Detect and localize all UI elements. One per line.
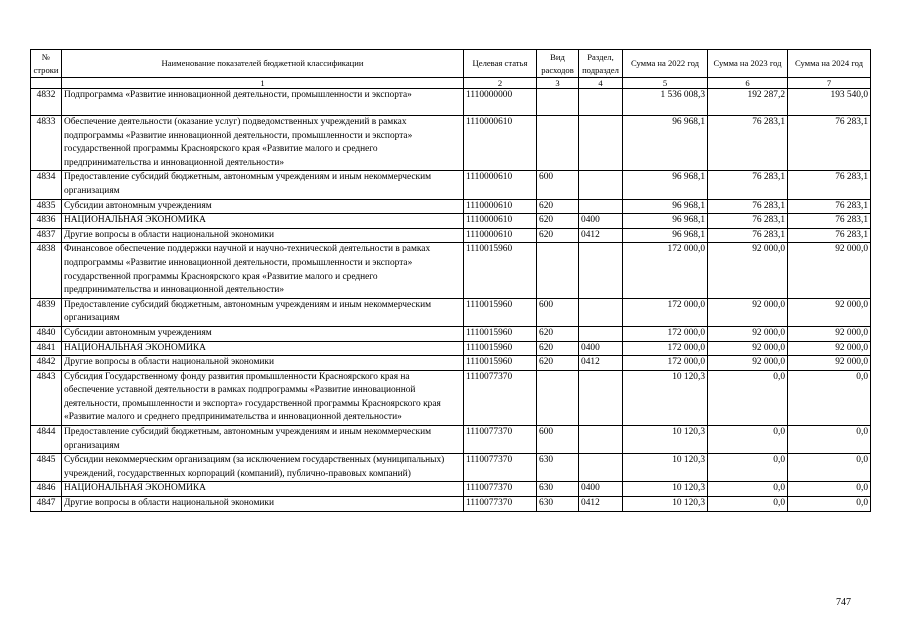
target-article: 1110015960 [464, 326, 537, 341]
header-sum-2022: Сумма на 2022 год [623, 50, 708, 78]
sum-2022: 172 000,0 [623, 298, 708, 326]
sum-2024: 92 000,0 [788, 341, 871, 356]
sum-2022: 96 968,1 [623, 171, 708, 199]
sum-2023: 76 283,1 [708, 171, 788, 199]
table-row [31, 356, 871, 371]
section-code [579, 298, 623, 326]
table-row [31, 243, 871, 298]
row-number: 4834 [31, 171, 62, 199]
indicator-name: НАЦИОНАЛЬНАЯ ЭКОНОМИКА [62, 214, 464, 229]
sum-2024: 76 283,1 [788, 116, 871, 171]
expense-type: 620 [537, 326, 579, 341]
sum-2023: 76 283,1 [708, 199, 788, 214]
row-number: 4837 [31, 228, 62, 243]
sum-2023: 76 283,1 [708, 228, 788, 243]
sum-2024: 76 283,1 [788, 171, 871, 199]
table-row [31, 116, 871, 171]
section-code: 0400 [579, 214, 623, 229]
row-number: 4840 [31, 326, 62, 341]
sum-2022: 96 968,1 [623, 214, 708, 229]
row-number: 4844 [31, 426, 62, 454]
section-code [579, 89, 623, 116]
header-row [31, 50, 871, 78]
target-article: 1110015960 [464, 341, 537, 356]
table-row [31, 298, 871, 326]
row-number: 4842 [31, 356, 62, 371]
sum-2024: 76 283,1 [788, 228, 871, 243]
target-article: 1110077370 [464, 454, 537, 482]
section-code: 0412 [579, 356, 623, 371]
indicator-name: Субсидия Государственному фонду развития промышленности Красноярского края на обеспечение уставной деятельности в рамках подпрограммы «Развитие инновационной деятельности, промышленности и экспорта» государственной программы Красноярского края «Развитие малого и среднего предпринимательства и инновационной деятельности» [62, 370, 464, 425]
row-number: 4833 [31, 116, 62, 171]
table-row [31, 214, 871, 229]
row-number: 4843 [31, 370, 62, 425]
column-number-row [31, 78, 871, 89]
sum-2024: 92 000,0 [788, 356, 871, 371]
column-number [31, 78, 62, 89]
expense-type: 620 [537, 341, 579, 356]
column-number: 3 [537, 78, 579, 89]
indicator-name: Субсидии автономным учреждениям [62, 326, 464, 341]
expense-type [537, 89, 579, 116]
column-number: 7 [788, 78, 871, 89]
expense-type: 600 [537, 426, 579, 454]
section-code [579, 243, 623, 298]
target-article: 1110077370 [464, 426, 537, 454]
table-row [31, 426, 871, 454]
sum-2024: 0,0 [788, 497, 871, 512]
table-row [31, 341, 871, 356]
sum-2023: 76 283,1 [708, 116, 788, 171]
table-row [31, 228, 871, 243]
table-row [31, 454, 871, 482]
indicator-name: НАЦИОНАЛЬНАЯ ЭКОНОМИКА [62, 482, 464, 497]
sum-2024: 92 000,0 [788, 298, 871, 326]
sum-2024: 76 283,1 [788, 199, 871, 214]
section-code [579, 370, 623, 425]
sum-2022: 172 000,0 [623, 341, 708, 356]
sum-2023: 92 000,0 [708, 326, 788, 341]
page-number: 747 [836, 597, 851, 608]
indicator-name: Предоставление субсидий бюджетным, автономным учреждениям и иным некоммерческим организациям [62, 171, 464, 199]
sum-2022: 172 000,0 [623, 356, 708, 371]
target-article: 1110000610 [464, 214, 537, 229]
row-number: 4838 [31, 243, 62, 298]
sum-2022: 10 120,3 [623, 370, 708, 425]
sum-2022: 172 000,0 [623, 326, 708, 341]
indicator-name: Подпрограмма «Развитие инновационной деятельности, промышленности и экспорта» [62, 89, 464, 116]
section-code [579, 171, 623, 199]
expense-type [537, 243, 579, 298]
table-row [31, 482, 871, 497]
target-article: 1110015960 [464, 298, 537, 326]
table-row [31, 89, 871, 116]
sum-2024: 76 283,1 [788, 214, 871, 229]
sum-2023: 92 000,0 [708, 341, 788, 356]
sum-2023: 92 000,0 [708, 298, 788, 326]
target-article: 1110000610 [464, 171, 537, 199]
column-number: 4 [579, 78, 623, 89]
sum-2024: 0,0 [788, 426, 871, 454]
header-row-number: № строки [31, 50, 62, 78]
sum-2023: 0,0 [708, 454, 788, 482]
column-number: 2 [464, 78, 537, 89]
header-sum-2024: Сумма на 2024 год [788, 50, 871, 78]
expense-type: 630 [537, 482, 579, 497]
indicator-name: Другие вопросы в области национальной экономики [62, 497, 464, 512]
sum-2023: 0,0 [708, 426, 788, 454]
sum-2022: 10 120,3 [623, 454, 708, 482]
target-article: 1110015960 [464, 356, 537, 371]
expense-type: 620 [537, 199, 579, 214]
row-number: 4845 [31, 454, 62, 482]
indicator-name: Финансовое обеспечение поддержки научной и научно-технической деятельности в рамках подпрограммы «Развитие инновационной деятельности, промышленности и экспорта» государственной программы Красноярского края «Развитие малого и среднего предпринимательства и инновационной деятельности» [62, 243, 464, 298]
indicator-name: Другие вопросы в области национальной экономики [62, 228, 464, 243]
sum-2022: 10 120,3 [623, 482, 708, 497]
column-number: 1 [62, 78, 464, 89]
target-article: 1110015960 [464, 243, 537, 298]
target-article: 1110000610 [464, 199, 537, 214]
sum-2022: 10 120,3 [623, 497, 708, 512]
expense-type: 600 [537, 171, 579, 199]
sum-2024: 193 540,0 [788, 89, 871, 116]
row-number: 4839 [31, 298, 62, 326]
indicator-name: Другие вопросы в области национальной экономики [62, 356, 464, 371]
expense-type: 620 [537, 214, 579, 229]
target-article: 1110000610 [464, 116, 537, 171]
section-code: 0400 [579, 482, 623, 497]
header-indicator-name: Наименование показателей бюджетной классификации [62, 50, 464, 78]
section-code: 0412 [579, 228, 623, 243]
indicator-name: НАЦИОНАЛЬНАЯ ЭКОНОМИКА [62, 341, 464, 356]
column-number: 5 [623, 78, 708, 89]
table-row [31, 326, 871, 341]
row-number: 4835 [31, 199, 62, 214]
sum-2023: 0,0 [708, 497, 788, 512]
section-code [579, 199, 623, 214]
section-code: 0400 [579, 341, 623, 356]
table-row [31, 199, 871, 214]
row-number: 4847 [31, 497, 62, 512]
row-number: 4846 [31, 482, 62, 497]
sum-2024: 92 000,0 [788, 326, 871, 341]
sum-2023: 92 000,0 [708, 243, 788, 298]
sum-2022: 10 120,3 [623, 426, 708, 454]
expense-type: 620 [537, 228, 579, 243]
expense-type: 620 [537, 356, 579, 371]
table-row [31, 497, 871, 512]
indicator-name: Предоставление субсидий бюджетным, автономным учреждениям и иным некоммерческим организациям [62, 426, 464, 454]
target-article: 1110000610 [464, 228, 537, 243]
indicator-name: Субсидии автономным учреждениям [62, 199, 464, 214]
section-code: 0412 [579, 497, 623, 512]
sum-2023: 92 000,0 [708, 356, 788, 371]
section-code [579, 426, 623, 454]
row-number: 4832 [31, 89, 62, 116]
indicator-name: Обеспечение деятельности (оказание услуг) подведомственных учреждений в рамках подпрограммы «Развитие инновационной деятельности, промышленности и экспорта» государственной программы Красноярского края «Развитие малого и среднего предпринимательства и инновационной деятельности» [62, 116, 464, 171]
table-row [31, 370, 871, 425]
sum-2022: 96 968,1 [623, 199, 708, 214]
sum-2022: 172 000,0 [623, 243, 708, 298]
sum-2023: 76 283,1 [708, 214, 788, 229]
target-article: 1110077370 [464, 370, 537, 425]
row-number: 4836 [31, 214, 62, 229]
indicator-name: Предоставление субсидий бюджетным, автономным учреждениям и иным некоммерческим организациям [62, 298, 464, 326]
column-number: 6 [708, 78, 788, 89]
sum-2024: 0,0 [788, 482, 871, 497]
sum-2023: 0,0 [708, 370, 788, 425]
row-number: 4841 [31, 341, 62, 356]
header-target-article: Целевая статья [464, 50, 537, 78]
section-code [579, 454, 623, 482]
indicator-name: Субсидии некоммерческим организациям (за исключением государственных (муниципальных) учреждений, государственных корпораций (компаний), публично-правовых компаний) [62, 454, 464, 482]
header-expense-type: Вид расходов [537, 50, 579, 78]
expense-type [537, 370, 579, 425]
header-sum-2023: Сумма на 2023 год [708, 50, 788, 78]
section-code [579, 326, 623, 341]
target-article: 1110077370 [464, 497, 537, 512]
sum-2022: 1 536 008,3 [623, 89, 708, 116]
section-code [579, 116, 623, 171]
expense-type: 600 [537, 298, 579, 326]
expense-type: 630 [537, 454, 579, 482]
header-section: Раздел, подраздел [579, 50, 623, 78]
sum-2022: 96 968,1 [623, 116, 708, 171]
sum-2024: 0,0 [788, 370, 871, 425]
expense-type: 630 [537, 497, 579, 512]
sum-2022: 96 968,1 [623, 228, 708, 243]
table-row [31, 171, 871, 199]
target-article: 1110000000 [464, 89, 537, 116]
budget-table [30, 49, 871, 512]
sum-2024: 92 000,0 [788, 243, 871, 298]
sum-2024: 0,0 [788, 454, 871, 482]
target-article: 1110077370 [464, 482, 537, 497]
expense-type [537, 116, 579, 171]
sum-2023: 0,0 [708, 482, 788, 497]
table-body [31, 89, 871, 512]
sum-2023: 192 287,2 [708, 89, 788, 116]
